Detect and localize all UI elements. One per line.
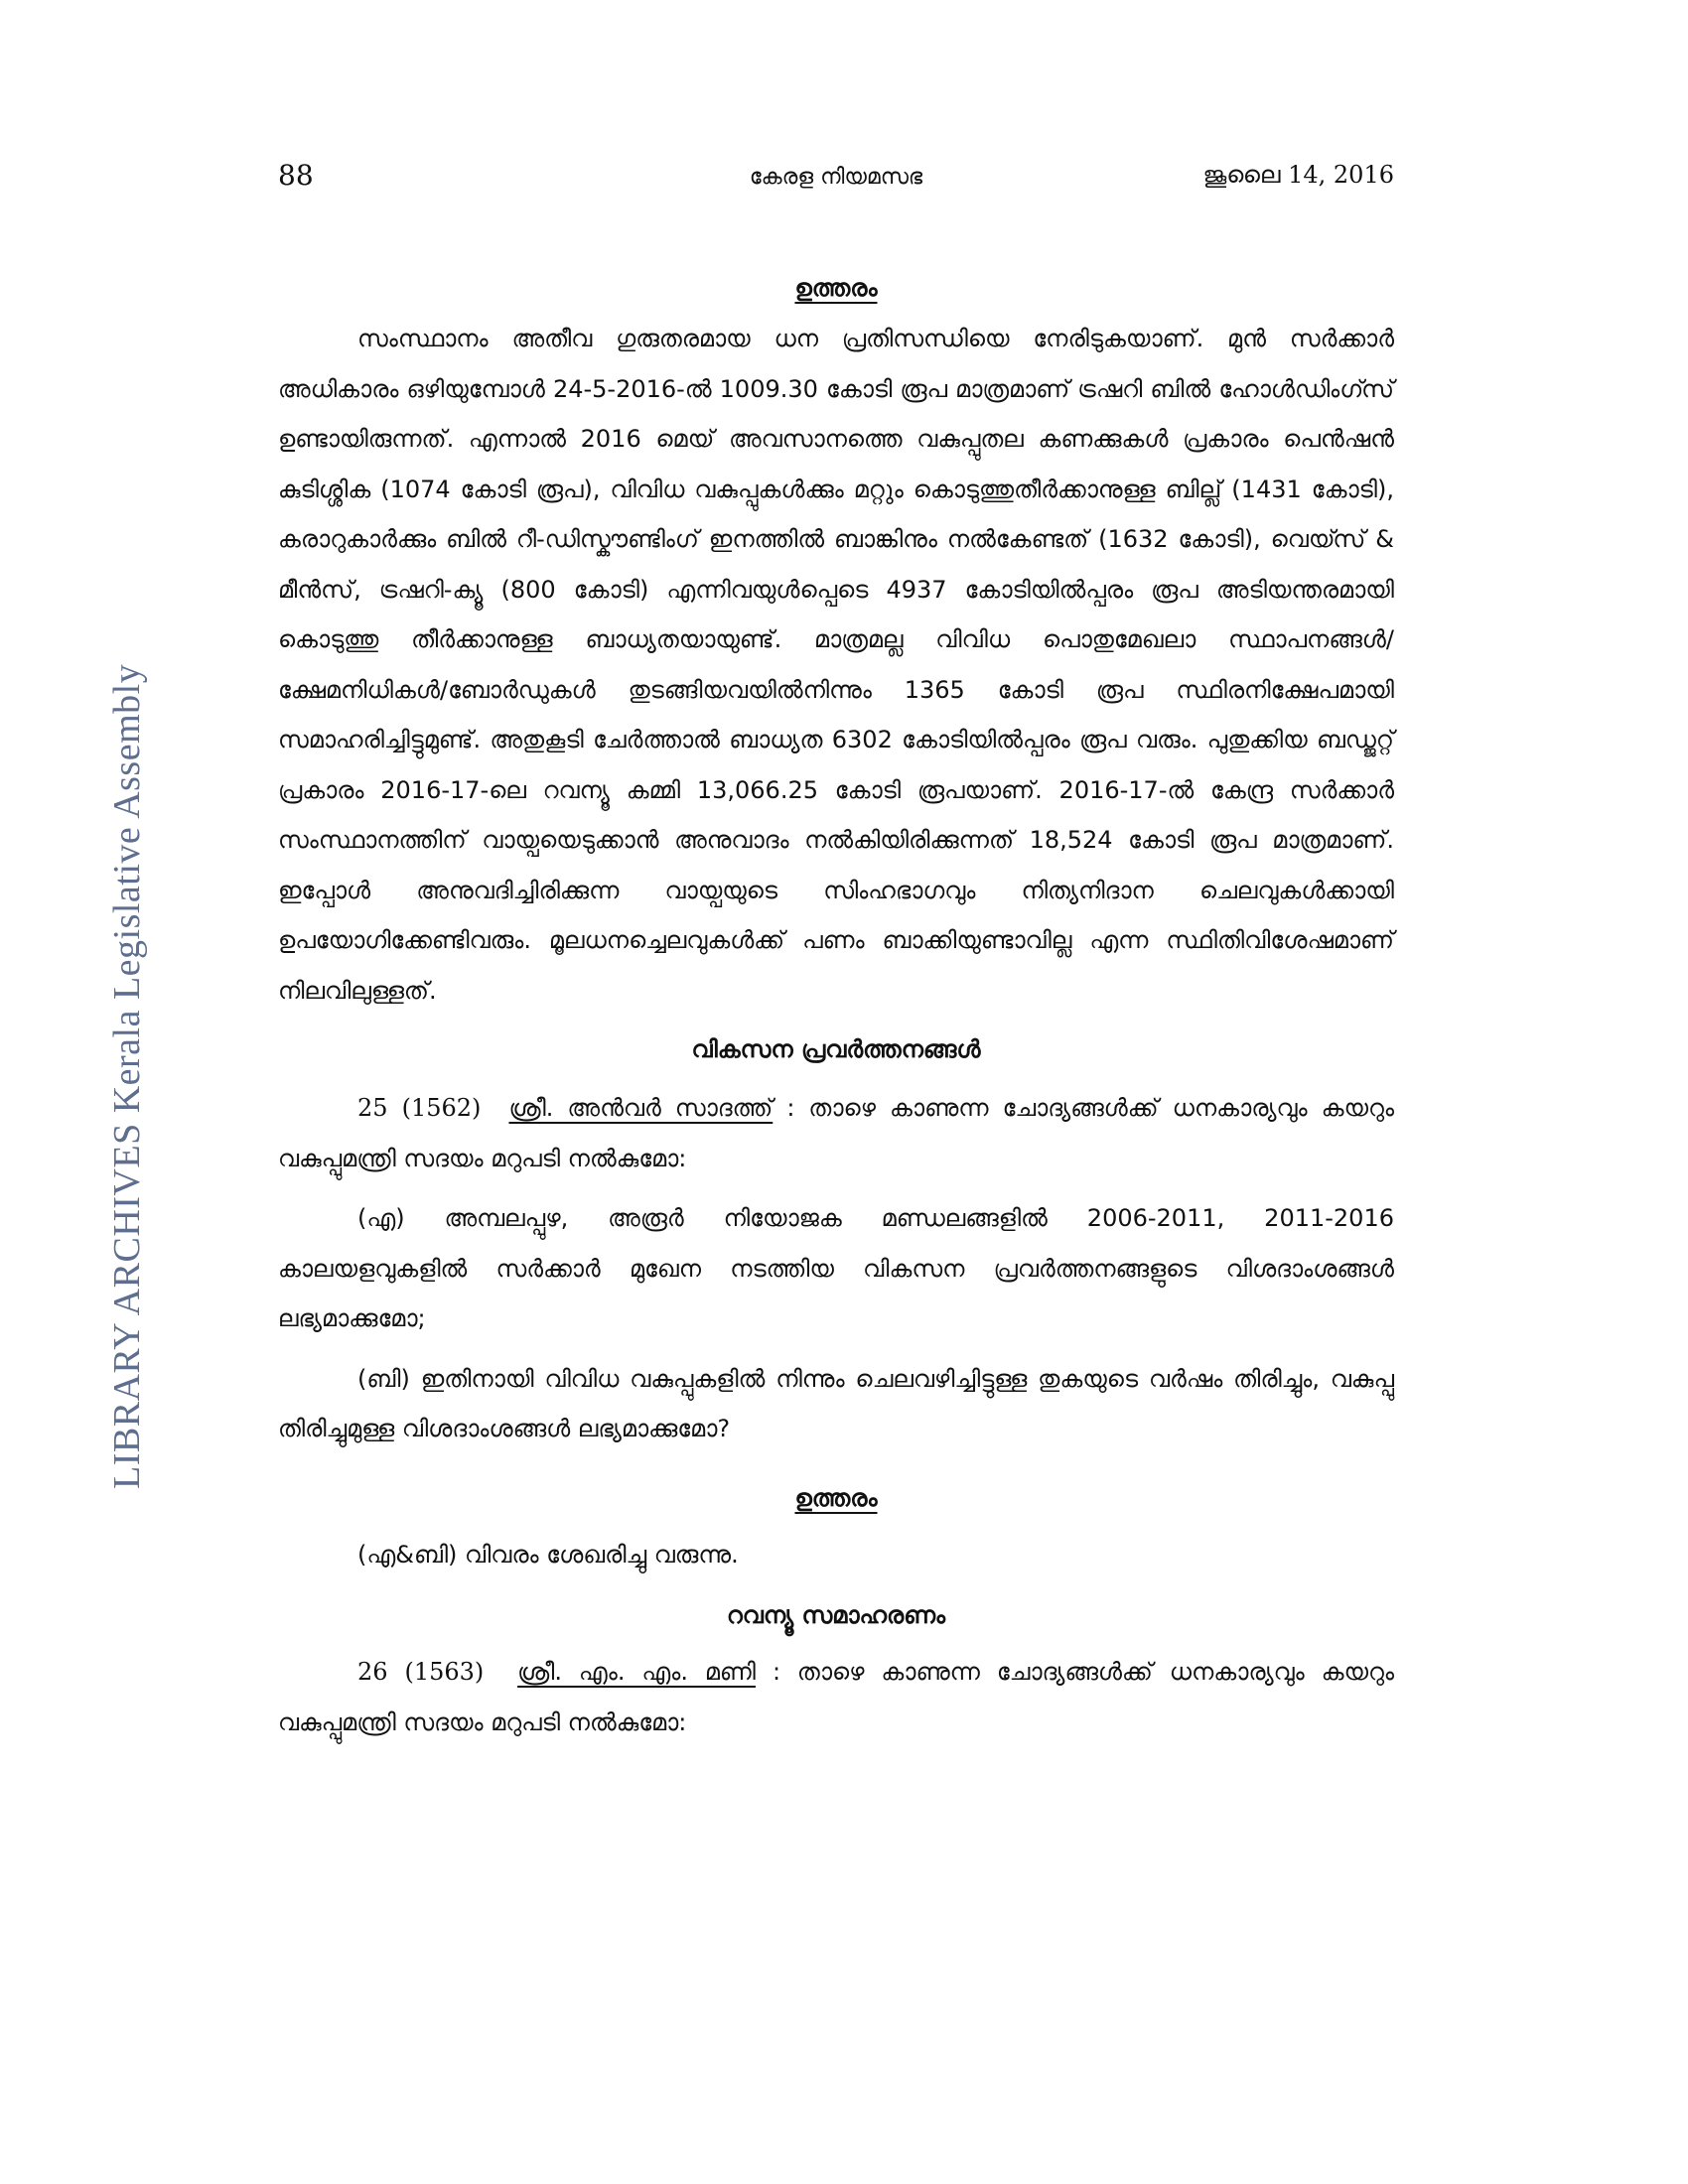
question-member: ശ്രീ. അൻവർ സാദത്ത് (508, 1094, 774, 1122)
answer-heading-1: ഉത്തരം (794, 274, 878, 302)
question-25 (278, 1083, 1394, 1183)
question-26 (278, 1647, 1394, 1747)
header-title: കേരള നിയമസഭ (749, 165, 923, 190)
question-intro: : താഴെ കാണുന്ന ചോദ്യങ്ങൾക്ക് ധനകാര്യവും കയറും വകുപ്പുമന്ത്രി സദയം മറുപടി നൽകുമോ: (278, 1658, 1394, 1736)
answer-paragraph-1: സംസ്ഥാനം അതീവ ഗുരുതരമായ ധന പ്രതിസന്ധിയെ നേരിടുകയാണ്. മുൻ സർക്കാർ അധികാരം ഒഴിയുമ്പോൾ 24-5-2016-ൽ 1009.30 കോടി രൂപ മാത്രമാണ് ട്രഷറി ബിൽ ഹോൾഡിംഗ്സ് ഉണ്ടായിരുന്നത്. എന്നാൽ 2016 മെയ് അവസാനത്തെ വകുപ്പുതല കണക്കുകൾ പ്രകാരം പെൻഷൻ കുടിശ്ശിക (1074 കോടി രൂപ), വിവിധ വകുപ്പുകൾക്കും മറ്റും കൊടുത്തുതീർക്കാനുള്ള ബില്ല് (1431 കോടി), കരാറുകാർക്കും ബിൽ റീ-ഡിസ്കൗണ്ടിംഗ് ഇനത്തിൽ ബാങ്കിനും നൽകേണ്ടത് (1632 കോടി), വെയ്സ് & മീൻസ്, ട്രഷറി-ക്യൂ (800 കോടി) എന്നിവയുൾപ്പെടെ 4937 കോടിയിൽപ്പരം രൂപ അടിയന്തരമായി കൊടുത്തു തീർക്കാനുള്ള ബാധ്യതയായുണ്ട്. മാത്രമല്ല വിവിധ പൊതുമേഖലാ സ്ഥാപനങ്ങൾ/ ക്ഷേമനിധികൾ/ബോർഡുകൾ തുടങ്ങിയവയിൽനിന്നും 1365 കോടി രൂപ സ്ഥിരനിക്ഷേപമായി സമാഹരിച്ചിട്ടുമുണ്ട്. അതുകൂടി ചേർത്താൽ ബാധ്യത 6302 കോടിയിൽപ്പരം രൂപ വരും. പുതുക്കിയ ബഡ്ജറ്റ് പ്രകാരം 2016-17-ലെ റവന്യൂ കമ്മി 13,066.25 കോടി രൂപയാണ്. 2016-17-ൽ കേന്ദ്ര സർക്കാർ സംസ്ഥാനത്തിന് വായ്പയെടുക്കാൻ അനുവാദം നൽകിയിരിക്കുന്നത് 18,524 കോടി രൂപ മാത്രമാണ്. ഇപ്പോൾ അനുവദിച്ചിരിക്കുന്ന വായ്പയുടെ സിംഹഭാഗവും നിത്യനിദാന ചെലവുകൾക്കായി ഉപയോഗിക്കേണ്ടിവരും. മൂലധനച്ചെലവുകൾക്ക് പണം ബാക്കിയുണ്ടാവില്ല എന്ന സ്ഥിതിവിശേഷമാണ് നിലവിലുള്ളത്. (278, 325, 1394, 1005)
question-number: 25 (1562) (357, 1094, 482, 1122)
section-heading-revenue: റവന്യൂ സമാഹരണം (726, 1601, 946, 1629)
page-header (278, 159, 1394, 199)
question-number: 26 (1563) (357, 1658, 485, 1686)
question-member: ശ്രീ. എം. എം. മണി (517, 1658, 757, 1686)
archive-watermark: LIBRARY ARCHIVES Kerala Legislative Assembly (106, 663, 148, 1489)
answer-25: (എ&ബി) വിവരം ശേഖരിച്ചു വരുന്നു. (357, 1540, 739, 1569)
answer-heading-2: ഉത്തരം (794, 1483, 878, 1512)
page-body (278, 268, 1394, 1747)
page-number: 88 (278, 159, 314, 192)
section-heading-development: വികസന പ്രവർത്തനങ്ങൾ (691, 1035, 981, 1063)
question-25-b: (ബി) ഇതിനായി വിവിധ വകുപ്പുകളിൽ നിന്നും ചെലവഴിച്ചിട്ടുള്ള തുകയുടെ വർഷം തിരിച്ചും, വകുപ്പു തിരിച്ചുമുള്ള വിശദാംശങ്ങൾ ലഭ്യമാക്കുമോ? (278, 1364, 1394, 1442)
question-intro: : താഴെ കാണുന്ന ചോദ്യങ്ങൾക്ക് ധനകാര്യവും കയറും വകുപ്പുമന്ത്രി സദയം മറുപടി നൽകുമോ: (278, 1094, 1394, 1172)
header-date: ജൂലൈ 14, 2016 (1202, 161, 1394, 189)
question-25-a: (എ) അമ്പലപ്പുഴ, അരൂർ നിയോജക മണ്ഡലങ്ങളിൽ 2006-2011, 2011-2016 കാലയളവുകളിൽ സർക്കാർ മുഖേന നടത്തിയ വികസന പ്രവർത്തനങ്ങളുടെ വിശദാംശങ്ങൾ ലഭ്യമാക്കുമോ; (278, 1204, 1394, 1332)
